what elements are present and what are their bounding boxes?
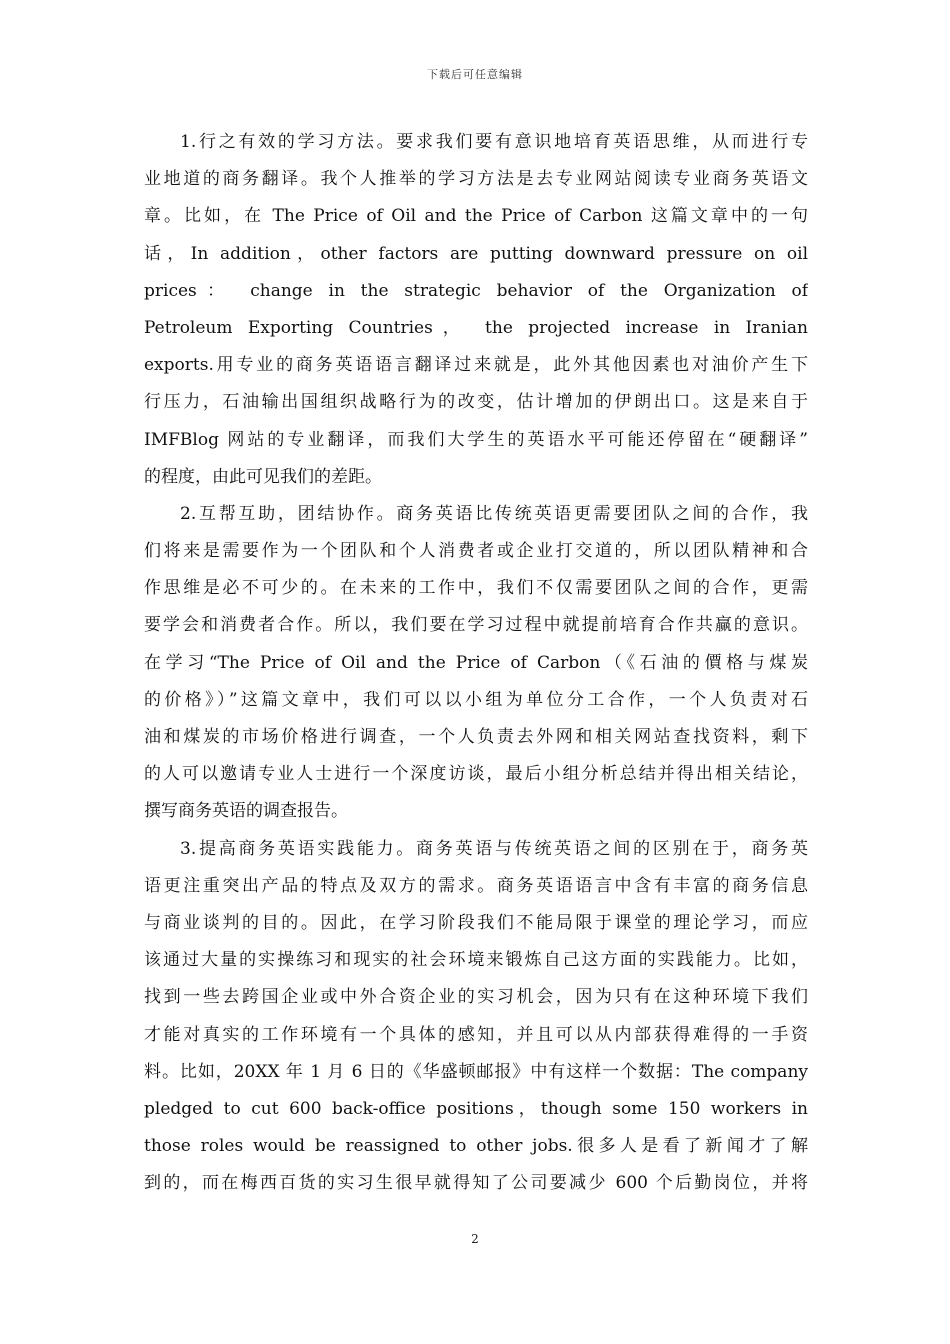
page-header: 下载后可任意编辑 [427, 68, 523, 81]
paragraph-3-line: 与商业谈判的目的。因此，在学习阶段我们不能局限于课堂的理论学习，而应 [144, 912, 808, 933]
paragraph-2-line: 2.互帮互助，团结协作。商务英语比传统英语更需要团队之间的合作，我 [180, 503, 808, 524]
paragraph-2-line: 作思维是必不可少的。在未来的工作中，我们不仅需要团队之间的合作，更需 [144, 578, 808, 599]
paragraph-2-line: 们将来是需要作为一个团队和个人消费者或企业打交道的，所以团队精神和合 [144, 541, 808, 562]
paragraph-3-line: 3.提高商务英语实践能力。商务英语与传统英语之间的区别在于，商务英 [180, 838, 808, 859]
paragraph-1-line: 章。比如，在 The Price of Oil and the Price of Carbon 这篇文章中的一句 [144, 206, 808, 227]
paragraph-3-line: pledged to cut 600 back-office positions，though some 150 workers in [144, 1098, 808, 1119]
paragraph-1-line: 业地道的商务翻译。我个人推举的学习方法是去专业网站阅读专业商务英语文 [144, 169, 808, 190]
paragraph-3-line: 才能对真实的工作环境有一个具体的感知，并且可以从内部获得难得的一手资 [144, 1024, 808, 1045]
paragraph-3-line: 语更注重突出产品的特点及双方的需求。商务英语语言中含有丰富的商务信息 [144, 875, 808, 896]
paragraph-2-line: 的人可以邀请专业人士进行一个深度访谈，最后小组分析总结并得出相关结论， [144, 764, 808, 785]
paragraph-1-line: 行压力，石油输出国组织战略行为的改变，估计增加的伊朗出口。这是来自于 [144, 392, 808, 413]
paragraph-1-line: 1.行之有效的学习方法。要求我们要有意识地培育英语思维，从而进行专 [180, 132, 808, 152]
paragraph-3-line: 料。比如，20XX 年 1 月 6 日的《华盛顿邮报》中有这样一个数据：The company [144, 1061, 808, 1082]
paragraph-1-last-line: 的程度，由此可见我们的差距。 [144, 466, 382, 487]
paragraph-3-line: 到的，而在梅西百货的实习生很早就得知了公司要减少 600 个后勤岗位，并将 [144, 1173, 808, 1194]
page-number: 2 [471, 1232, 479, 1246]
paragraph-1-line: prices： change in the strategic behavior of the Organization of [144, 280, 808, 301]
paragraph-2-last-line: 撰写商务英语的调查报告。 [144, 801, 348, 822]
document-body [144, 124, 808, 1202]
paragraph-3-line: 找到一些去跨国企业或中外合资企业的实习机会，因为只有在这种环境下我们 [144, 987, 808, 1008]
paragraph-1-line: 话，In addition，other factors are putting downward pressure on oil [144, 243, 808, 264]
paragraph-1-line: exports.用专业的商务英语语言翻译过来就是，此外其他因素也对油价产生下 [144, 355, 808, 376]
paragraph-2-line: 的价格》）”这篇文章中，我们可以以小组为单位分工合作，一个人负责对石 [144, 689, 808, 710]
paragraph-2-line: 在学习“The Price of Oil and the Price of Carbon（《石油的價格与煤炭 [144, 652, 808, 673]
paragraph-2-line: 要学会和消费者合作。所以，我们要在学习过程中就提前培育合作共赢的意识。 [144, 615, 808, 636]
paragraph-3-line: those roles would be reassigned to other jobs.很多人是看了新闻才了解 [144, 1136, 808, 1157]
paragraph-3-line: 该通过大量的实操练习和现实的社会环境来锻炼自己这方面的实践能力。比如， [144, 950, 808, 971]
paragraph-1-line: Petroleum Exporting Countries， the projected increase in Iranian [144, 317, 808, 338]
paragraph-2-line: 油和煤炭的市场价格进行调查，一个人负责去外网和相关网站查找资料，剩下 [144, 727, 808, 747]
paragraph-1-line: IMFBlog 网站的专业翻译，而我们大学生的英语水平可能还停留在“硬翻译” [144, 429, 808, 450]
